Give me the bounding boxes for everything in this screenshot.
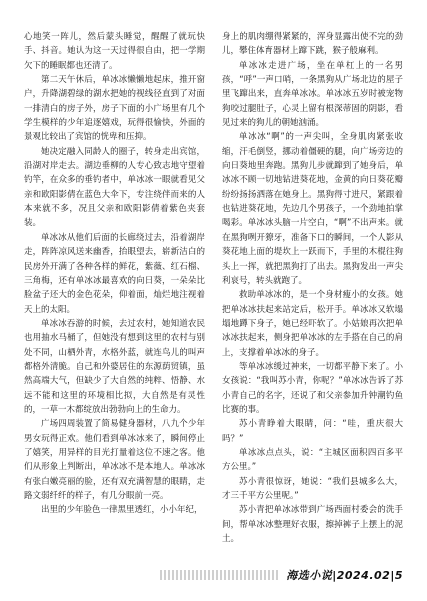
paragraph: 她决定融入同龄人的圈子，转身走出宾馆，沿湖对岸走去。湖边垂柳的人专心致志地守望着钓竿，在众多的垂钓者中，单冰冰一眼就看见父亲和欧阳影倩在蓝色大伞下，专注绕伴而来的人本来就不多，况且父亲和欧阳影倩着紫色夹套装。 (24, 146, 205, 229)
paragraph: 心地笑一阵儿，然后蒙头睡觉，醒醒了就玩快手、抖音。她认为这一天过得很自由，把一学期欠下的睡眠都也还清了。 (24, 32, 205, 71)
paragraph: 单冰冰点点头，说：“主城区面积四百多平方公里。” (222, 447, 403, 473)
left-column (24, 30, 205, 578)
footer-label (286, 567, 403, 583)
paragraph: 等单冰冰缓过神来，一切都平静下来了。小女孩说：“我叫苏小青，你呢？”单冰冰告诉了苏小青自己的名字，还说了和父亲参加升钟潮钓鱼比赛的事。 (222, 361, 403, 415)
paragraph: 苏小青睁着大眼睛，问：“哇，重庆很大吗？” (222, 419, 403, 444)
page-footer (160, 565, 403, 585)
paragraph: 身上的肌肉绷得紧紧的，浑身显露出使不完的劲儿，攀住体育器材上蹿下跳，猴子般麻利。 (222, 32, 403, 57)
paragraph: 出里的少年脸色一律黑里透红，小小年纪， (41, 505, 203, 516)
paragraph: 单冰冰吞游的时候，去过农村，她知道农民也用抽水马桶了，但她没有想到这里的农村与别处不同，山栖外青，水格外蓝，就连鸟儿的叫声都格外清脆。自己和外婆居住的东源荫贸镇，虽然高端大气，但缺少了大自然的纯粹、悟静、水远不能和这里的环境相比拟，大自然是有灵性的，一草一木都绽放出勃勃向上的生命力。 (24, 318, 205, 415)
right-column (222, 30, 403, 578)
paragraph: 单冰冰“啊”的一声尖叫，全身肌肉紧张收缩，汗毛倒竖，挪动着僵硬的腿，向广场旁边的向日葵地里奔跑。黑狗儿步就蹿到了她身后，单冰冰不顾一切地钻进葵花地，金黄的向日葵花瓣纷纷扬扬洒落在她身上。黑狗得寸进尺，紧跟着也钻进葵花地，先边几个男孩子，一个劲地拍掌喝彩。单冰冰头脑一片空白，“啊”不出声来。就在黑狗咧开獠牙，准备下口的瞬间，一个人影从葵花地上面的堤坎上一跃而下，手里的木棍往狗头上一挥，就把黑狗打了出去。黑狗发出一声尖利哀号，转头就跑了。 (222, 132, 403, 286)
magazine-title: 海选小说 (286, 569, 333, 582)
paragraph: 苏小青很惊讶，她说：“我们县城多么大，才三千平方公里呢。” (222, 476, 403, 501)
paragraph: 苏小青把单冰冰带到广场西面村委会的洗手间，帮单冰冰整理好衣服，擦掉裤子上摆上的泥土。 (222, 505, 403, 545)
issue-number: |2024.02| (332, 569, 395, 582)
footer-rule (160, 570, 280, 580)
paragraph: 第二天午休后，单冰冰懒懒地起床，推开窗户，升降湖碧绿的湖水把她的视线径直到了对面一排清白的房子外，房子下面的小广场里有几个学生模样的少年追逐嬉戏，玩得很愉快，外面的景观比较出了宾馆的恍卑和压抑。 (24, 75, 205, 143)
page-number: 5 (394, 569, 403, 582)
body-columns (24, 30, 403, 578)
paragraph: 救助单冰冰的，是一个身材瘦小的女孩。她把单冰冰扶起来站定后，松开手。单冰冰又软塌塌地蹲下身子，她已经吓软了。小姑娘再次把单冰冰扶起来，侧身把单冰冰的左手搭在自己的肩上，支撑着单冰冰的身子。 (222, 290, 403, 358)
paragraph: 广场四周装置了简易健身器材，八九个少年男女玩得正欢。他们看到单冰冰来了，瞬间停止了嬉笑，用异样的目光打量着这位不速之客。他们从形象上判断出，单冰冰不是本地人。单冰冰有张白嫩亮丽的脸，还有双充满智慧的眼睛，走路文弱纤纤的样子，有几分眼前一亮。 (24, 419, 205, 501)
paragraph: 单冰冰走进广场，坐在单杠上的一名男孩，“呼”一声口哨，一条黑狗从广场北边的屋子里飞蹿出来，直奔单冰冰。单冰冰五岁时被宠物狗咬过腿肚子，心灵上留有根深蒂固的阴影，看见过来的狗儿的朝她汹涌。 (222, 60, 403, 129)
paragraph: 单冰冰从他们后面的长廊绕过去，沿着湖岸走，阵阵凉风送来幽香，抬眼望去，崭新洁白的民房外开满了各种各样的鲜花，紫薇、红石榴、三角梅，还有单冰冰最喜欢的向日葵，一朵朵比脸盆子还大的金色花朵，仰着面，灿烂地注视着天上的太阳。 (24, 232, 205, 315)
